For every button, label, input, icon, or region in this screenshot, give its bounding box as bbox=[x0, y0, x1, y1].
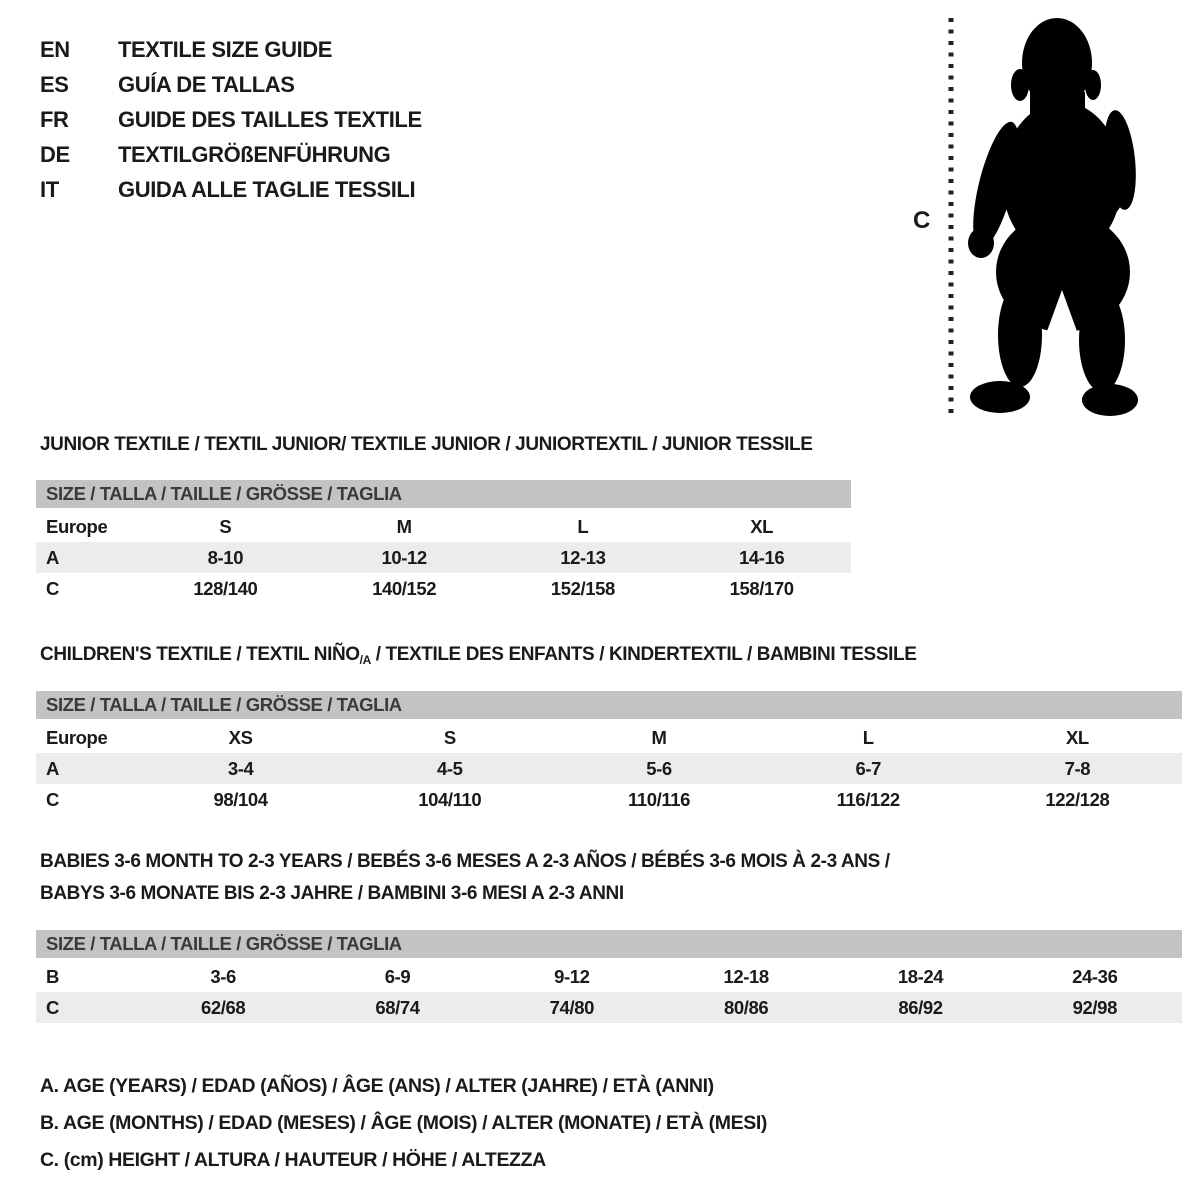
size-table-header: SIZE / TALLA / TAILLE / GRÖSSE / TAGLIA bbox=[36, 480, 851, 508]
junior-size-table bbox=[36, 480, 851, 604]
height-cell: 140/152 bbox=[372, 578, 437, 599]
size-table-header: SIZE / TALLA / TAILLE / GRÖSSE / TAGLIA bbox=[36, 930, 1182, 958]
row-label: C bbox=[46, 578, 59, 599]
height-cell: 104/110 bbox=[418, 789, 482, 810]
height-cell: 110/116 bbox=[627, 789, 691, 810]
babies-size-table bbox=[36, 930, 1182, 1023]
language-title: TEXTILGRÖßENFÜHRUNG bbox=[118, 141, 391, 167]
language-title: TEXTILE SIZE GUIDE bbox=[118, 36, 333, 62]
row-label: A bbox=[46, 547, 59, 568]
size-figure-graphic bbox=[900, 0, 1200, 430]
junior-section bbox=[36, 434, 851, 604]
babies-heading-line2: BABYS 3-6 MONATE BIS 2-3 JAHRE / BAMBINI 3-6 MESI A 2-3 ANNI bbox=[40, 883, 624, 904]
language-code: IT bbox=[40, 176, 59, 202]
language-title: GUÍA DE TALLAS bbox=[118, 71, 295, 97]
age-cell: 5-6 bbox=[646, 758, 672, 779]
height-cell: 152/158 bbox=[550, 578, 615, 599]
height-measure-label: C bbox=[913, 207, 930, 234]
language-row-es bbox=[40, 67, 422, 102]
babies-section-heading bbox=[40, 846, 1182, 910]
table-row-europe bbox=[36, 722, 1182, 753]
language-row-de bbox=[40, 137, 422, 172]
language-code: EN bbox=[40, 36, 70, 62]
size-cell: L bbox=[862, 727, 874, 748]
height-cell: 80/86 bbox=[724, 997, 769, 1018]
legend-line-b: B. AGE (MONTHS) / EDAD (MESES) / ÂGE (MOIS) / ALTER (MONATE) / ETÀ (MESI) bbox=[40, 1112, 767, 1134]
language-code: ES bbox=[40, 71, 69, 97]
row-label: C bbox=[46, 789, 59, 810]
age-cell: 6-9 bbox=[384, 966, 411, 987]
table-row-height bbox=[36, 573, 851, 604]
age-cell: 10-12 bbox=[381, 547, 427, 568]
size-cell: S bbox=[443, 727, 456, 748]
age-cell: 24-36 bbox=[1072, 966, 1118, 987]
age-cell: 14-16 bbox=[738, 547, 785, 568]
language-list bbox=[40, 32, 422, 207]
height-cell: 68/74 bbox=[375, 997, 420, 1018]
language-row-en bbox=[40, 32, 422, 67]
age-cell: 12-18 bbox=[723, 966, 769, 987]
table-row-age bbox=[36, 542, 851, 573]
language-code: DE bbox=[40, 141, 70, 167]
height-cell: 92/98 bbox=[1072, 997, 1117, 1018]
children-section-heading bbox=[40, 644, 1182, 667]
size-cell: XL bbox=[750, 516, 774, 537]
age-cell: 7-8 bbox=[1064, 758, 1091, 779]
toddler-silhouette-icon bbox=[964, 18, 1140, 416]
size-cell: L bbox=[577, 516, 589, 537]
height-cell: 98/104 bbox=[213, 789, 268, 810]
age-cell: 8-10 bbox=[207, 547, 244, 568]
junior-section-heading: JUNIOR TEXTILE / TEXTIL JUNIOR/ TEXTILE JUNIOR / JUNIORTEXTIL / JUNIOR TESSILE bbox=[40, 434, 813, 455]
babies-heading-line1: BABIES 3-6 MONTH TO 2-3 YEARS / BEBÉS 3-6 MESES A 2-3 AÑOS / BÉBÉS 3-6 MOIS À 2-3 ANS / bbox=[40, 851, 890, 872]
size-cell: XL bbox=[1065, 727, 1089, 748]
legend-line-c: C. (cm) HEIGHT / ALTURA / HAUTEUR / HÖHE / ALTEZZA bbox=[40, 1149, 546, 1171]
age-cell: 12-13 bbox=[560, 547, 606, 568]
table-row-europe bbox=[36, 511, 851, 542]
age-cell: 9-12 bbox=[554, 966, 590, 987]
children-size-table bbox=[36, 691, 1182, 815]
children-section bbox=[36, 644, 1182, 815]
row-label: A bbox=[46, 758, 59, 779]
children-heading-pre: CHILDREN'S TEXTILE / TEXTIL NIÑO bbox=[40, 644, 360, 665]
table-row-age bbox=[36, 753, 1182, 784]
height-cell: 122/128 bbox=[1045, 789, 1110, 810]
age-cell: 18-24 bbox=[897, 966, 944, 987]
size-cell: XS bbox=[228, 727, 253, 748]
legend-line-a: A. AGE (YEARS) / EDAD (AÑOS) / ÂGE (ANS) / ALTER (JAHRE) / ETÀ (ANNI) bbox=[40, 1075, 714, 1097]
size-figure bbox=[900, 0, 1200, 430]
table-row-height bbox=[36, 784, 1182, 815]
size-cell: S bbox=[219, 516, 232, 537]
language-row-fr bbox=[40, 102, 422, 137]
table-row-height bbox=[36, 992, 1182, 1023]
row-label: B bbox=[46, 966, 59, 987]
language-row-it bbox=[40, 172, 422, 207]
row-label: C bbox=[46, 997, 59, 1018]
language-title: GUIDE DES TAILLES TEXTILE bbox=[118, 106, 422, 132]
babies-section bbox=[36, 846, 1182, 1023]
age-cell: 3-4 bbox=[227, 758, 254, 779]
age-cell: 3-6 bbox=[210, 966, 236, 987]
children-heading-subscript: /A bbox=[359, 653, 371, 667]
height-cell: 74/80 bbox=[549, 997, 594, 1018]
legend bbox=[40, 1068, 767, 1179]
age-cell: 4-5 bbox=[437, 758, 463, 779]
height-cell: 116/122 bbox=[836, 789, 900, 810]
row-label: Europe bbox=[46, 516, 108, 537]
language-code: FR bbox=[40, 106, 69, 132]
children-heading-post: / TEXTILE DES ENFANTS / KINDERTEXTIL / BAMBINI TESSILE bbox=[370, 644, 917, 665]
height-cell: 128/140 bbox=[193, 578, 258, 599]
height-cell: 86/92 bbox=[898, 997, 943, 1018]
language-title: GUIDA ALLE TAGLIE TESSILI bbox=[118, 176, 416, 202]
table-row-months bbox=[36, 961, 1182, 992]
size-cell: M bbox=[396, 516, 412, 537]
size-cell: M bbox=[651, 727, 667, 748]
age-cell: 6-7 bbox=[855, 758, 881, 779]
height-cell: 62/68 bbox=[201, 997, 246, 1018]
row-label: Europe bbox=[46, 727, 108, 748]
height-cell: 158/170 bbox=[729, 578, 794, 599]
size-table-header: SIZE / TALLA / TAILLE / GRÖSSE / TAGLIA bbox=[36, 691, 1182, 719]
